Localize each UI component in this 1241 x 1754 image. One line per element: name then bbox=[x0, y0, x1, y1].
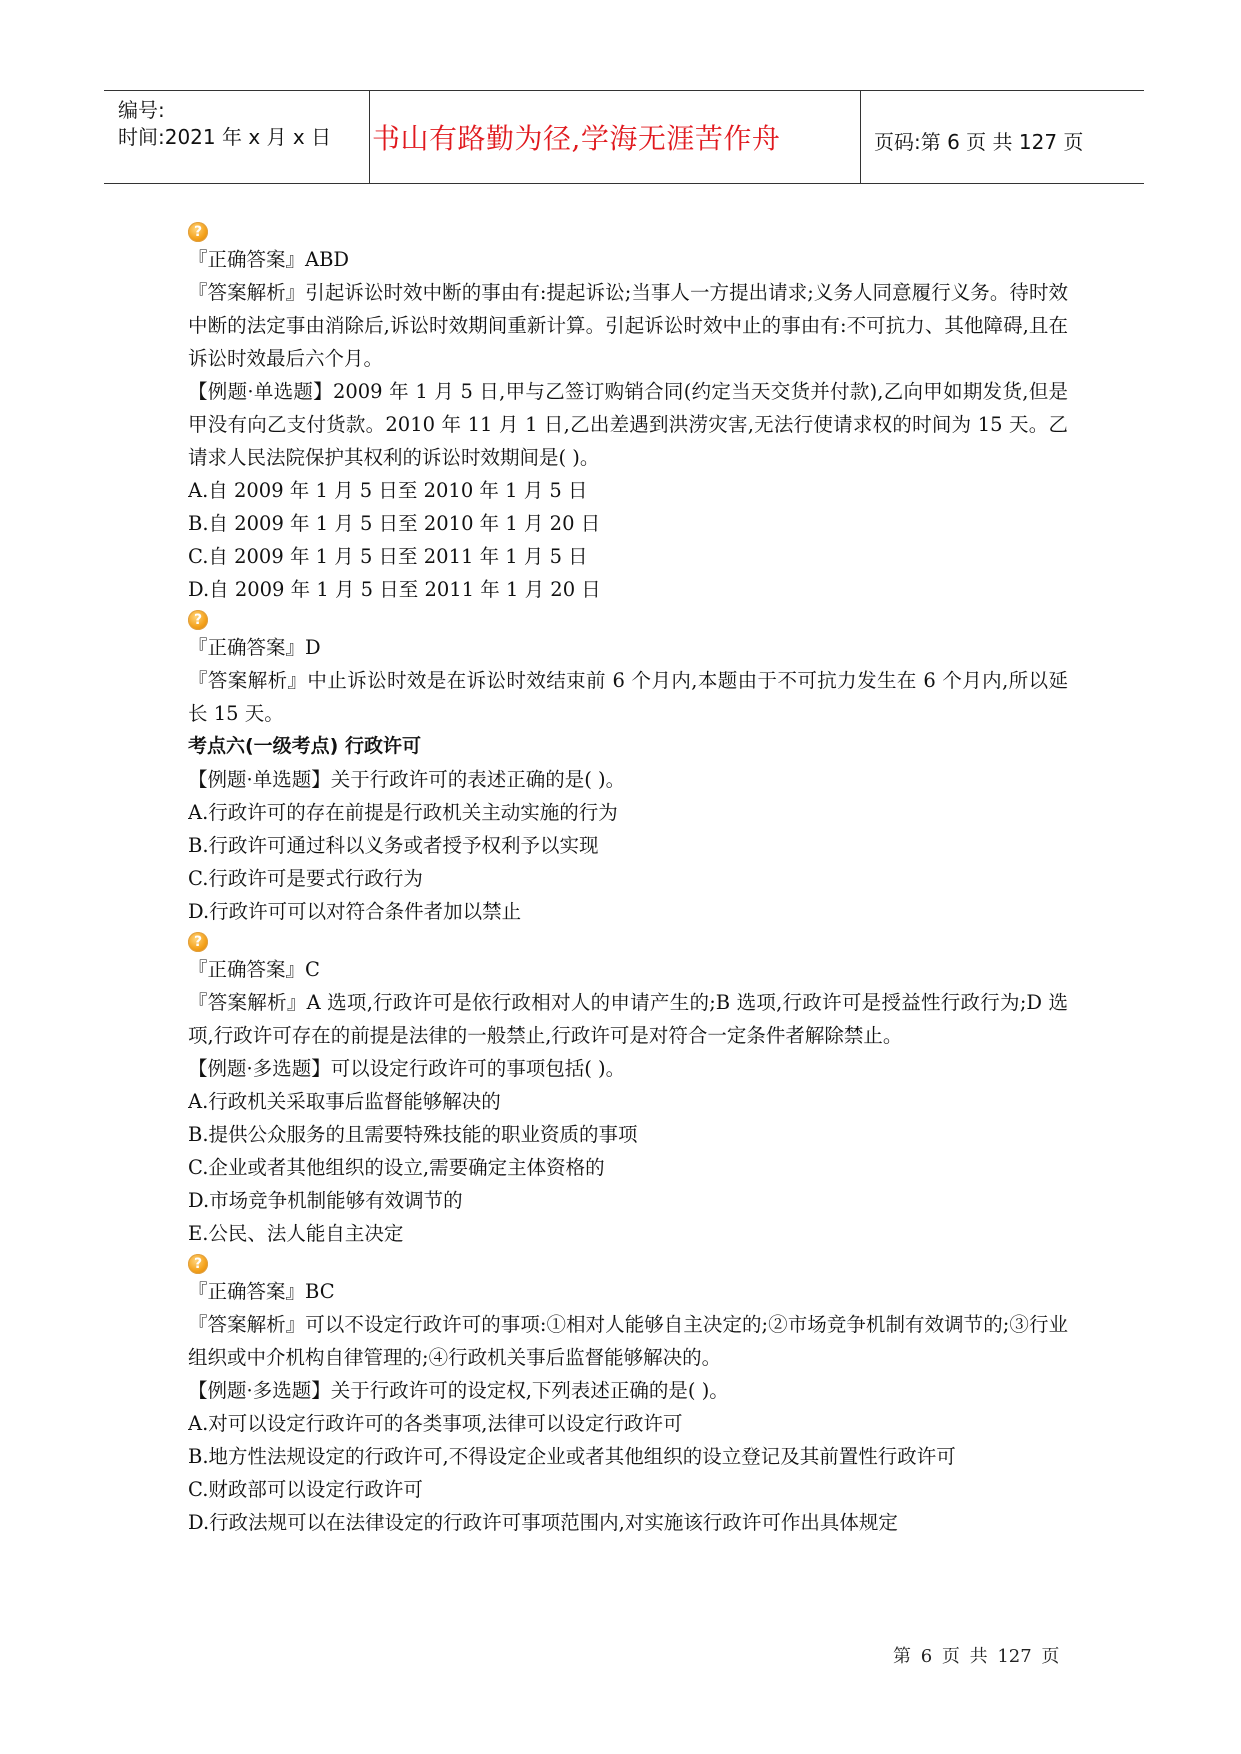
document-body bbox=[188, 218, 1068, 1539]
question-icon: ? bbox=[188, 610, 208, 630]
time-label: 时间:2021 年 x 月 x 日 bbox=[118, 125, 332, 149]
text-line: B.自 2009 年 1 月 5 日至 2010 年 1 月 20 日 bbox=[188, 512, 601, 535]
text-line: C.财政部可以设定行政许可 bbox=[188, 1478, 423, 1501]
question-icon: ? bbox=[188, 932, 208, 952]
text-line: 【例题·多选题】关于行政许可的设定权,下列表述正确的是( )。 bbox=[188, 1379, 729, 1402]
paragraph: 『答案解析』A 选项,行政许可是依行政相对人的申请产生的;B 选项,行政许可是授益性行政行为;D 选项,行政许可存在的前提是法律的一般禁止,行政许可是对符合一定条件者解除禁止。 bbox=[188, 991, 1068, 1047]
text-line: C.行政许可是要式行政行为 bbox=[188, 867, 423, 890]
paragraph: 【例题·单选题】2009 年 1 月 5 日,甲与乙签订购销合同(约定当天交货并付款),乙向甲如期发货,但是甲没有向乙支付货款。2010 年 11 月 1 日,乙出差遇到洪涝灾害,无法行使请求权的时间为 15 天。乙请求人民法院保护其权利的诉讼时效期间是( )。 bbox=[188, 380, 1068, 469]
text-line: D.市场竞争机制能够有效调节的 bbox=[188, 1189, 463, 1212]
page-footer: 第 6 页 共 127 页 bbox=[893, 1646, 1060, 1667]
text-line: A.对可以设定行政许可的各类事项,法律可以设定行政许可 bbox=[188, 1412, 683, 1435]
question-icon: ? bbox=[188, 222, 208, 242]
header-divider-left bbox=[369, 90, 370, 183]
paragraph: 『答案解析』中止诉讼时效是在诉讼时效结束前 6 个月内,本题由于不可抗力发生在 6 个月内,所以延长 15 天。 bbox=[188, 669, 1068, 725]
text-line: B.地方性法规设定的行政许可,不得设定企业或者其他组织的设立登记及其前置性行政许可 bbox=[188, 1445, 956, 1468]
text-line: 『正确答案』BC bbox=[188, 1280, 335, 1303]
text-line: A.行政机关采取事后监督能够解决的 bbox=[188, 1090, 501, 1113]
text-line: 【例题·单选题】关于行政许可的表述正确的是( )。 bbox=[188, 768, 626, 791]
paragraph: 『答案解析』引起诉讼时效中断的事由有:提起诉讼;当事人一方提出请求;义务人同意履行义务。待时效中断的法定事由消除后,诉讼时效期间重新计算。引起诉讼时效中止的事由有:不可抗力、其他障碍,且在诉讼时效最后六个月。 bbox=[188, 281, 1068, 370]
text-line: A.自 2009 年 1 月 5 日至 2010 年 1 月 5 日 bbox=[188, 479, 588, 502]
text-line: D.行政法规可以在法律设定的行政许可事项范围内,对实施该行政许可作出具体规定 bbox=[188, 1511, 898, 1534]
header-top-rule bbox=[104, 90, 1144, 91]
text-line: D.行政许可可以对符合条件者加以禁止 bbox=[188, 900, 522, 923]
section-heading: 考点六(一级考点) 行政许可 bbox=[188, 735, 421, 757]
text-line: A.行政许可的存在前提是行政机关主动实施的行为 bbox=[188, 801, 618, 824]
text-line: C.企业或者其他组织的设立,需要确定主体资格的 bbox=[188, 1156, 605, 1179]
question-icon: ? bbox=[188, 1254, 208, 1274]
header-divider-right bbox=[860, 90, 861, 183]
motto: 书山有路勤为径,学海无涯苦作舟 bbox=[372, 122, 781, 155]
text-line: B.提供公众服务的且需要特殊技能的职业资质的事项 bbox=[188, 1123, 638, 1146]
text-line: 『正确答案』D bbox=[188, 636, 321, 659]
serial-label: 编号: bbox=[118, 98, 165, 122]
paragraph: 『答案解析』可以不设定行政许可的事项:①相对人能够自主决定的;②市场竞争机制有效调节的;③行业组织或中介机构自律管理的;④行政机关事后监督能够解决的。 bbox=[188, 1313, 1068, 1369]
text-line: 『正确答案』C bbox=[188, 958, 320, 981]
text-line: B.行政许可通过科以义务或者授予权利予以实现 bbox=[188, 834, 599, 857]
text-line: C.自 2009 年 1 月 5 日至 2011 年 1 月 5 日 bbox=[188, 545, 588, 568]
text-line: E.公民、法人能自主决定 bbox=[188, 1222, 404, 1245]
text-line: 【例题·多选题】可以设定行政许可的事项包括( )。 bbox=[188, 1057, 626, 1080]
text-line: D.自 2009 年 1 月 5 日至 2011 年 1 月 20 日 bbox=[188, 578, 601, 601]
header-bottom-rule bbox=[104, 183, 1144, 184]
page-label: 页码:第 6 页 共 127 页 bbox=[874, 130, 1084, 154]
text-line: 『正确答案』ABD bbox=[188, 248, 350, 271]
